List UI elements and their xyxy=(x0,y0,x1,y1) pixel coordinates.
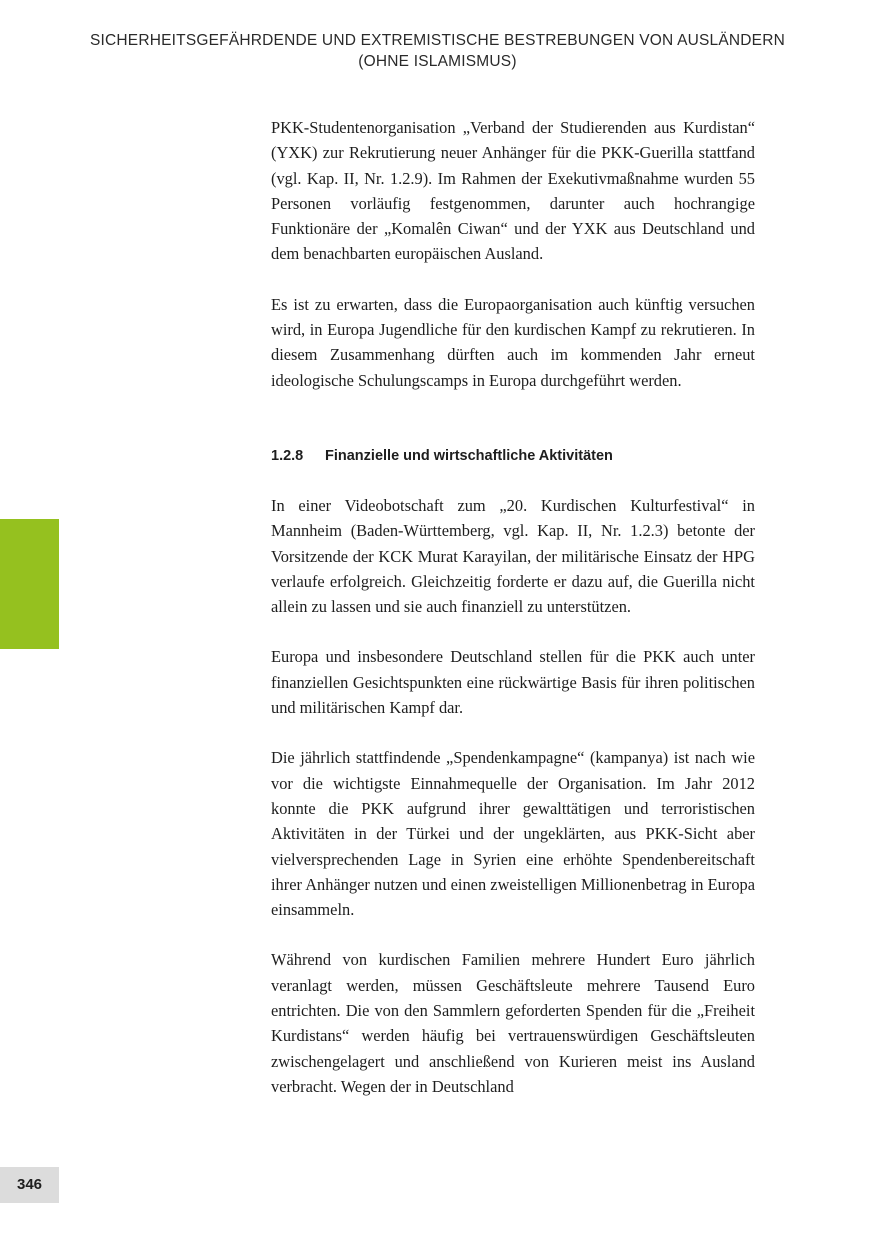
running-header-line-2: (OHNE ISLAMISMUS) xyxy=(358,53,517,70)
chapter-accent-bar xyxy=(0,519,59,649)
section-title: Finanzielle und wirtschaftliche Aktivitäten xyxy=(325,447,613,464)
section-heading xyxy=(271,446,755,466)
paragraph-recruitment-outlook: Es ist zu erwarten, dass die Europaorganisation auch künftig versuchen wird, in Europa Jugendliche für den kurdischen Kampf zu rekrutieren. In diesem Zusammenhang dürften auch im kommenden Jahr erneut ideologische Schulungscamps in Europa durchgeführt werden. xyxy=(271,294,755,390)
paragraph-video-message: In einer Videobotschaft zum „20. Kurdischen Kulturfestival“ in Mannheim (Baden-Württemberg, vgl. Kap. II, Nr. 1.2.3) betonte der Vorsitzende der KCK Murat Karayilan, der militärische Einsatz der HPG verlaufe erfolgreich. Gleichzeitig forderte er dazu auf, die Guerilla nicht allein zu lassen und sie auch finanziell zu unterstützen. xyxy=(271,495,755,617)
paragraph-donation-amounts: Während von kurdischen Familien mehrere Hundert Euro jährlich veranlagt werden, müssen Geschäftsleute mehrere Tausend Euro entrichten. Die von den Sammlern geforderten Spenden für die „Freiheit Kurdistans“ werden häufig bei vertrauenswürdigen Geschäftsleuten zwischengelagert und anschließend von Kurieren meist ins Ausland verbracht. Wegen der in Deutschland xyxy=(271,950,755,1096)
page-body xyxy=(271,115,755,1124)
paragraph-europe-base: Europa und insbesondere Deutschland stellen für die PKK auch unter finanziellen Gesichtspunkten eine rückwärtige Basis für ihren politischen und militärischen Kampf dar. xyxy=(271,647,755,718)
running-header-line-1: SICHERHEITSGEFÄHRDENDE UND EXTREMISTISCHE BESTREBUNGEN VON AUSLÄNDERN xyxy=(89,32,786,49)
paragraph-donation-campaign: Die jährlich stattfindende „Spendenkampagne“ (kampanya) ist nach wie vor die wichtigste Einnahmequelle der Organisation. Im Jahr 2012 konnte die PKK aufgrund ihrer gewalttätigen und terroristischen Aktivitäten in der Türkei und der ungeklärten, aus PKK-Sicht aber vielversprechenden Lage in Syrien eine erhöhte Spendenbereitschaft ihrer Anhänger nutzen und einen zweistelligen Millionenbetrag in Europa einsammeln. xyxy=(271,748,755,920)
running-header xyxy=(0,30,875,72)
section-number: 1.2.8 xyxy=(271,447,304,464)
paragraph-continued-yxk: PKK-Studentenorganisation „Verband der Studierenden aus Kurdistan“ (YXK) zur Rekrutierung neuer Anhänger für die PKK-Guerilla stattfand (vgl. Kap. II, Nr. 1.2.9). Im Rahmen der Exekutivmaßnahme wurden 55 Personen vorläufig festgenommen, darunter auch hochrangige Funktionäre der „Komalên Ciwan“ und der YXK aus Deutschland und dem benachbarten europäischen Ausland. xyxy=(271,118,755,264)
page-number: 346 xyxy=(0,1167,59,1203)
